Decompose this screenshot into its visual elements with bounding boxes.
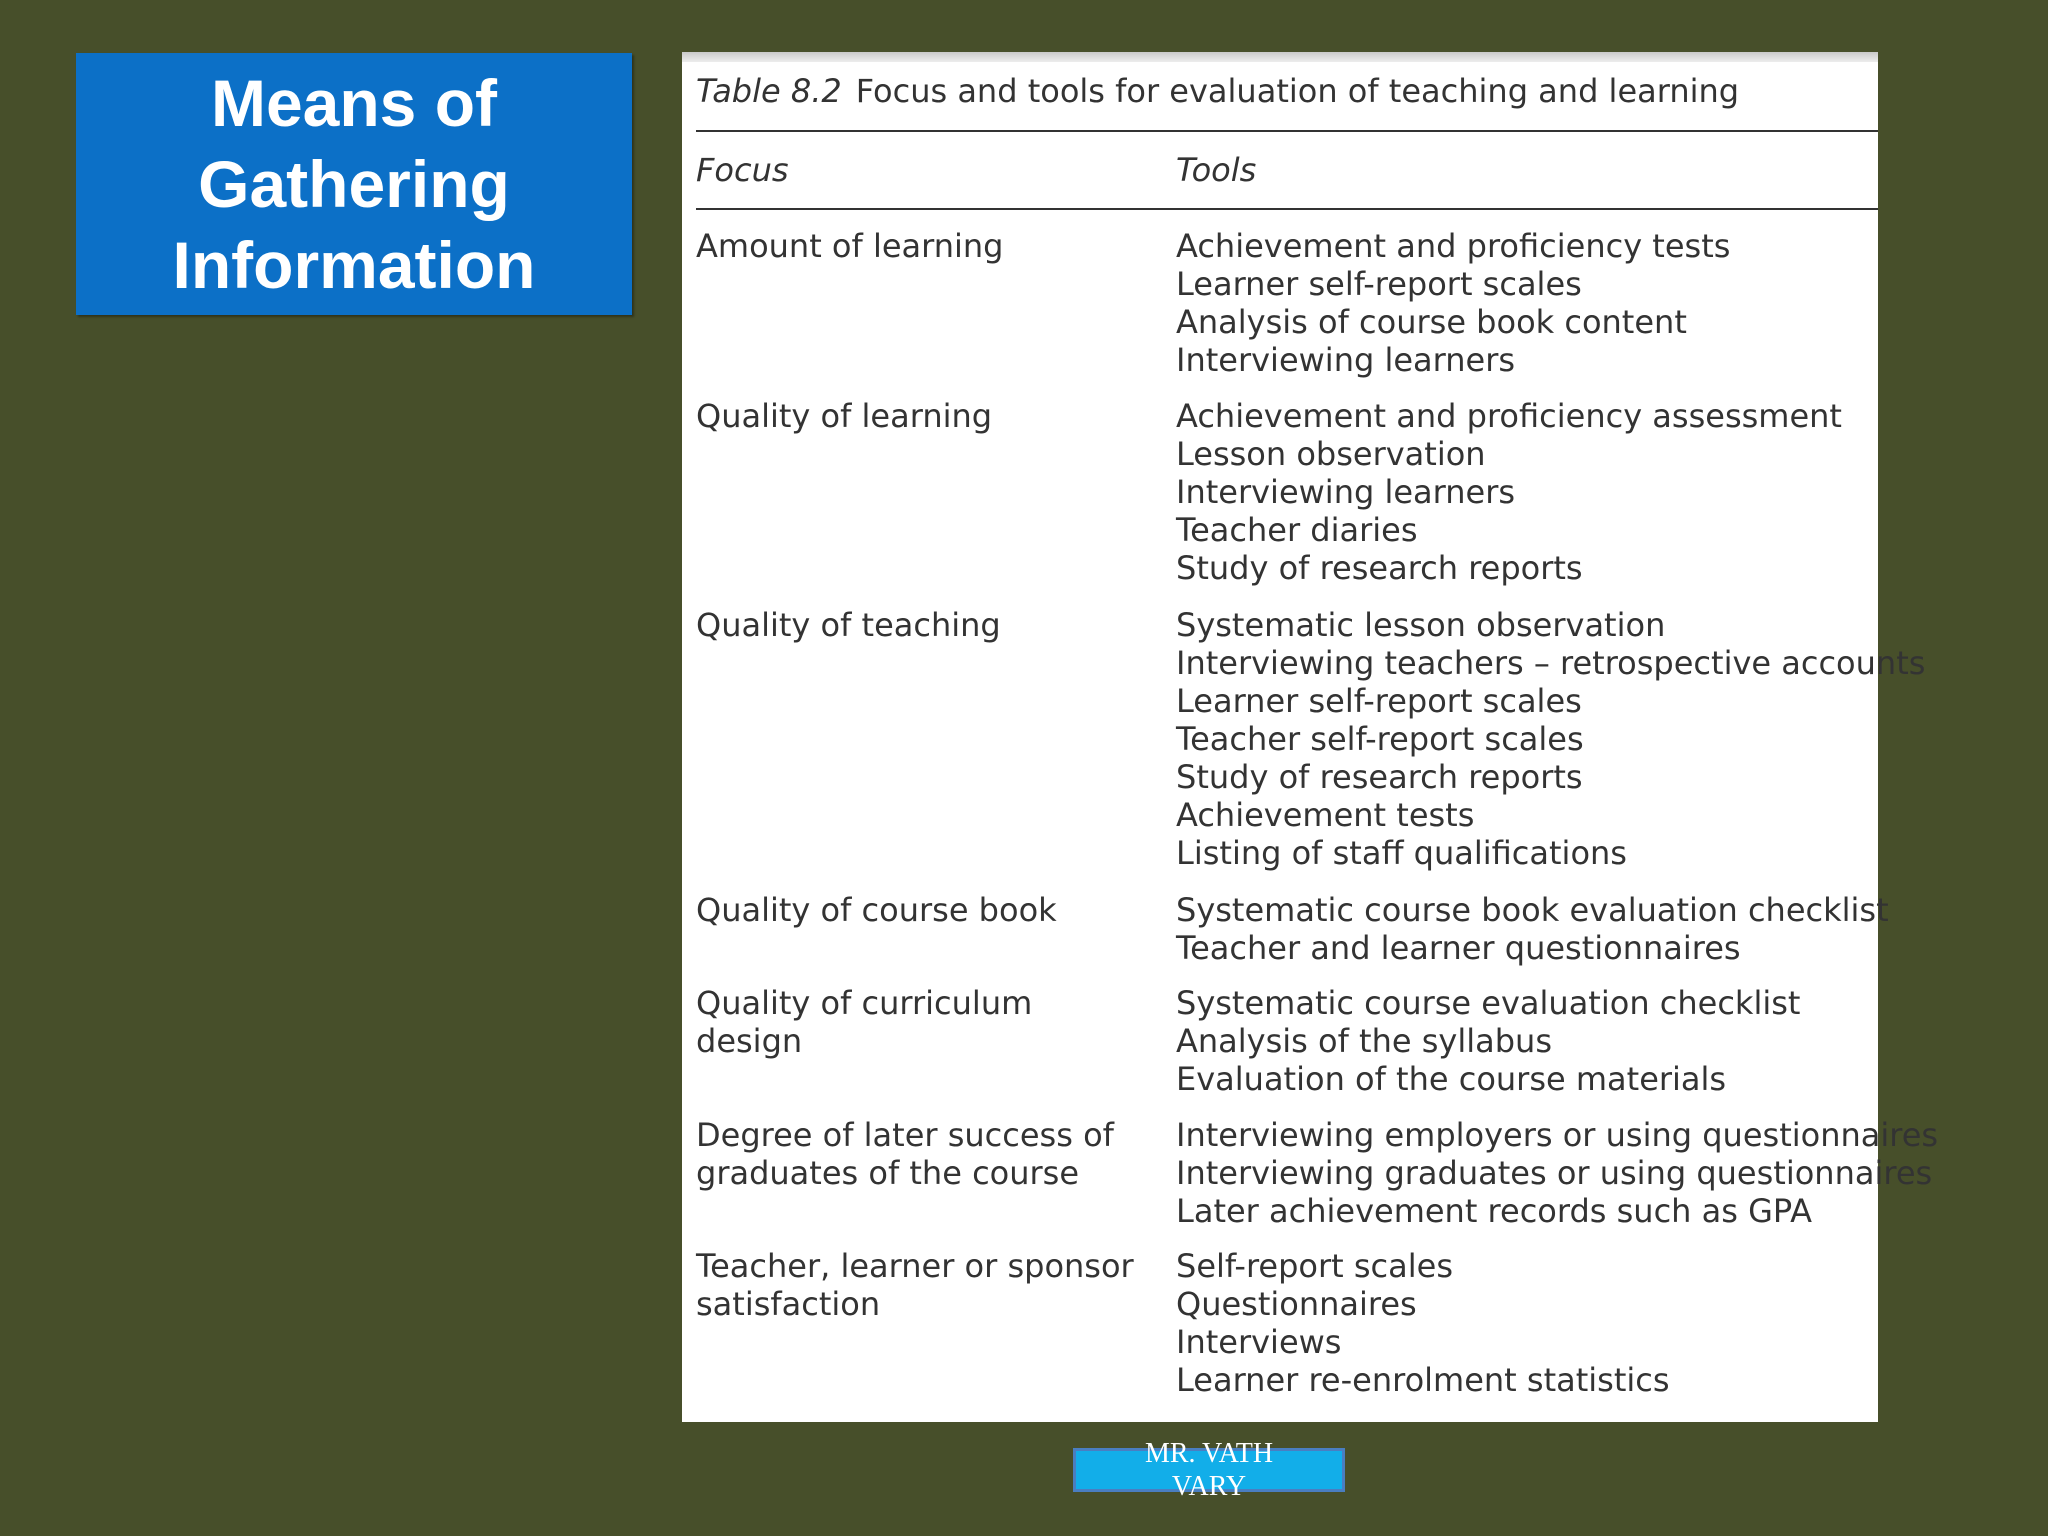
caption-rule: [696, 130, 1878, 132]
slide-title: [173, 63, 536, 306]
tool-item: Study of research reports: [1176, 549, 1583, 587]
tool-item: Analysis of course book content: [1176, 303, 1687, 341]
tool-item: Teacher and learner questionnaires: [1176, 929, 1741, 967]
tool-item: Learner self-report scales: [1176, 265, 1582, 303]
tool-item: Interviewing learners: [1176, 341, 1516, 379]
tool-item: Interviewing graduates or using questionnaires: [1176, 1154, 1933, 1192]
tool-item: Achievement and proficiency assessment: [1176, 397, 1842, 435]
tool-item: Interviewing learners: [1176, 473, 1516, 511]
tools-cell-satisfaction: [1176, 1247, 1876, 1399]
tools-cell-quality-of-curriculum-design: [1176, 984, 1876, 1098]
focus-cell-quality-of-learning: Quality of learning: [696, 397, 993, 435]
presenter-name-line: MR. VATH: [1144, 1438, 1274, 1469]
presenter-name: [1073, 1437, 1345, 1503]
tool-item: Achievement and proficiency tests: [1176, 227, 1731, 265]
tool-item: Systematic course evaluation checklist: [1176, 984, 1801, 1022]
table-caption-label: Table 8.2: [696, 72, 842, 110]
tools-cell-amount-of-learning: [1176, 227, 1876, 379]
tool-item: Interviewing teachers – retrospective accounts: [1176, 644, 1926, 682]
table-caption-text: Focus and tools for evaluation of teaching and learning: [855, 72, 1740, 110]
tool-item: Systematic lesson observation: [1176, 606, 1666, 644]
tool-item: Questionnaires: [1176, 1285, 1417, 1323]
tool-item: Interviewing employers or using questionnaires: [1176, 1116, 1939, 1154]
tools-cell-later-success-of-graduates: [1176, 1116, 1939, 1230]
tool-item: Learner self-report scales: [1176, 682, 1582, 720]
focus-cell-satisfaction: Teacher, learner or sponsor satisfaction: [696, 1247, 1134, 1323]
tool-item: Self-report scales: [1176, 1247, 1453, 1285]
table-caption: [696, 72, 1739, 110]
tool-item: Interviews: [1176, 1323, 1342, 1361]
tool-item: Systematic course book evaluation checklist: [1176, 891, 1889, 929]
tool-item: Evaluation of the course materials: [1176, 1060, 1727, 1098]
focus-cell-quality-of-curriculum-design: Quality of curriculum design: [696, 984, 1033, 1060]
table-top-border: [682, 52, 1878, 62]
column-header-focus: Focus: [696, 151, 789, 189]
tool-item: Teacher self-report scales: [1176, 720, 1584, 758]
slide-title-line: Gathering: [198, 146, 510, 221]
tool-item: Lesson observation: [1176, 435, 1486, 473]
tool-item: Teacher diaries: [1176, 511, 1418, 549]
column-header-tools: Tools: [1176, 151, 1257, 189]
focus-cell-quality-of-teaching: Quality of teaching: [696, 606, 1001, 644]
presenter-name-line: VARY: [1171, 1471, 1247, 1502]
slide-title-box: [76, 53, 632, 315]
tool-item: Learner re-enrolment statistics: [1176, 1361, 1670, 1399]
slide-title-line: Means of: [210, 65, 498, 140]
tool-item: Later achievement records such as GPA: [1176, 1192, 1812, 1230]
tool-item: Listing of staff qualifications: [1176, 834, 1627, 872]
tools-cell-quality-of-teaching: [1176, 606, 1926, 872]
tool-item: Study of research reports: [1176, 758, 1583, 796]
focus-cell-quality-of-course-book: Quality of course book: [696, 891, 1057, 929]
slide-title-line: Information: [172, 227, 536, 302]
focus-cell-later-success-of-graduates: Degree of later success of graduates of the course: [696, 1116, 1114, 1192]
header-rule: [696, 208, 1878, 210]
tool-item: Analysis of the syllabus: [1176, 1022, 1552, 1060]
focus-cell-amount-of-learning: Amount of learning: [696, 227, 1004, 265]
tools-cell-quality-of-learning: [1176, 397, 1876, 587]
evaluation-table: [682, 52, 1939, 1422]
tools-cell-quality-of-course-book: [1176, 891, 1889, 967]
tool-item: Achievement tests: [1176, 796, 1475, 834]
